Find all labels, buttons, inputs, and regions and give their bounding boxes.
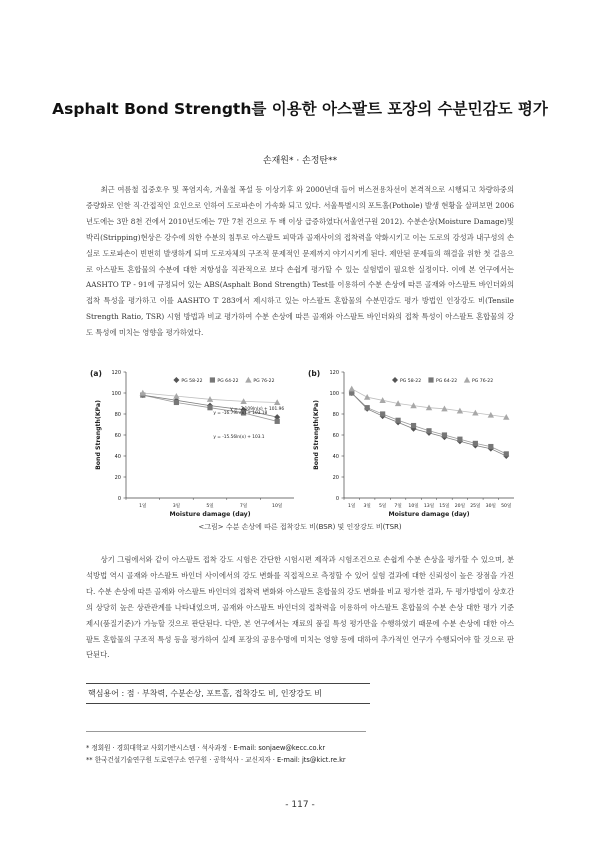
y-tick-label: 100 bbox=[329, 391, 339, 397]
legend-label: PG 76-22 bbox=[472, 379, 494, 384]
x-tick-label: 50일 bbox=[501, 504, 512, 509]
legend-marker bbox=[464, 377, 470, 383]
y-tick-label: 40 bbox=[332, 454, 339, 460]
x-axis-title: Moisture damage (day) bbox=[388, 511, 470, 518]
x-tick-label: 5일 bbox=[206, 504, 214, 509]
legend-label: PG 58-22 bbox=[400, 379, 422, 384]
legend-label: PG 64-22 bbox=[436, 379, 458, 384]
figure-caption: <그림> 수분 손상에 따른 접착강도 비(BSR) 및 인장강도 비(TSR) bbox=[198, 523, 402, 531]
x-tick-label: 10일 bbox=[272, 504, 283, 509]
x-tick-label: 10일 bbox=[408, 504, 419, 509]
data-point bbox=[504, 451, 509, 456]
x-axis-title: Moisture damage (day) bbox=[169, 511, 251, 518]
x-tick-label: 3일 bbox=[172, 504, 181, 509]
data-point bbox=[457, 437, 462, 442]
x-tick-label: 1일 bbox=[348, 504, 356, 509]
x-tick-label: 20일 bbox=[454, 504, 466, 509]
y-tick-label: 120 bbox=[329, 370, 339, 376]
data-series bbox=[349, 386, 510, 420]
figure bbox=[86, 366, 516, 518]
footnote-1: * 정회원 · 경희대학교 사회기반시스템 · 석사과정 · E-mail: sonjaew@kecc.co.kr bbox=[86, 744, 326, 752]
y-tick-label: 0 bbox=[335, 496, 339, 502]
footnote-2: ** 한국건설기술연구원 도로연구소 연구원 · 공학석사 · 교신저자 · E-mail: jts@kict.re.kr bbox=[86, 756, 346, 764]
y-tick-label: 80 bbox=[114, 412, 121, 418]
discussion-paragraph: 상기 그림에서와 같이 아스팔트 접착 강도 시험은 간단한 시험시편 제작과 시험조건으로 손쉽게 수분 손상을 평가할 수 있으며, 분석방법 역시 골재와 아스팔트 바인더 사이에서의 강도 변화를 직접적으로 측정할 수 있어 실험 결과에 대한 신뢰성이 높은 장점을 가진다. 수분 손상에 따른 골재와 아스팔트 바인더의 접착력 변화와 아스팔트 혼합물의 강도 변화를 비교 평가한 결과, 두 평가방법이 상호간의 상당히 높은 상관관계를 나타내었으며, 골재와 아스팔트 바인더의 접착력을 이용하여 아스팔트 혼합물의 수분 손상 대한 평가 기준 제시(품질기준)가 가능할 것으로 판단된다. 다만, 본 연구에서는 재료의 품질 특성 평가만을 수행하였기 때문에 수분 손상에 대한 아스팔트 혼합물의 구조적 특성 등을 평가하여 실제 포장의 공용수명에 미치는 영향 등에 대하여 추가적인 연구가 수행되어야 할 것으로 판단된다. bbox=[86, 555, 514, 660]
data-series bbox=[349, 390, 510, 459]
data-point bbox=[364, 394, 370, 400]
data-point bbox=[349, 386, 355, 392]
x-tick-label: 13일 bbox=[423, 504, 435, 509]
x-tick-label: 3일 bbox=[363, 504, 371, 509]
y-axis-title: Bond Strength(KPa) bbox=[95, 400, 102, 470]
legend-marker bbox=[245, 377, 251, 383]
y-tick-label: 20 bbox=[332, 475, 339, 481]
x-tick-label: 1일 bbox=[139, 504, 147, 509]
y-tick-label: 60 bbox=[114, 433, 121, 439]
trend-equation: y = -15.56ln(x) + 103.1 bbox=[213, 435, 265, 441]
y-tick-label: 120 bbox=[111, 370, 121, 376]
panel-label: (b) bbox=[308, 369, 321, 378]
data-point bbox=[395, 418, 400, 423]
data-point bbox=[426, 428, 431, 433]
data-point bbox=[275, 419, 280, 424]
footnote-rule bbox=[86, 731, 366, 732]
trend-line bbox=[352, 393, 507, 456]
paper-title: Asphalt Bond Strength를 이용한 아스팔트 포장의 수분민감도 평가 bbox=[52, 100, 548, 118]
y-tick-label: 100 bbox=[111, 391, 121, 397]
trend-line bbox=[352, 393, 507, 454]
chart-panel-b bbox=[308, 369, 514, 518]
trend-equation: y = -7.109ln(x) + 101.96 bbox=[230, 406, 285, 412]
data-point bbox=[174, 400, 179, 405]
y-tick-label: 40 bbox=[114, 454, 121, 460]
y-tick-label: 80 bbox=[332, 412, 339, 418]
legend-label: PG 76-22 bbox=[253, 379, 275, 384]
x-tick-label: 25일 bbox=[470, 504, 481, 509]
x-tick-label: 30일 bbox=[485, 504, 496, 509]
legend-label: PG 64-22 bbox=[217, 379, 239, 384]
data-point bbox=[442, 432, 447, 437]
data-point bbox=[411, 423, 416, 428]
x-tick-label: 7일 bbox=[239, 504, 248, 509]
keywords: 핵심용어 : 점 · 부착력, 수분손상, 포트홀, 접착강도 비, 인장강도 비 bbox=[86, 683, 370, 704]
data-point bbox=[380, 411, 385, 416]
data-series bbox=[349, 390, 509, 456]
x-tick-label: 5일 bbox=[378, 504, 387, 509]
y-axis-title: Bond Strength(KPa) bbox=[313, 400, 320, 470]
figure-charts bbox=[86, 366, 516, 518]
legend-marker bbox=[173, 377, 179, 383]
x-tick-label: 15일 bbox=[439, 504, 450, 509]
trend-equation: y = -16.79ln(x) + 103.18 bbox=[213, 411, 268, 416]
x-tick-label: 7일 bbox=[394, 504, 402, 509]
page-number: - 117 - bbox=[285, 800, 315, 810]
legend-marker bbox=[392, 377, 398, 383]
data-point bbox=[488, 444, 493, 449]
y-tick-label: 0 bbox=[117, 496, 121, 502]
legend-marker bbox=[428, 377, 433, 382]
chart-panel-a bbox=[90, 369, 294, 518]
data-point bbox=[207, 405, 212, 410]
y-tick-label: 20 bbox=[114, 475, 121, 481]
data-point bbox=[473, 441, 478, 446]
y-tick-label: 60 bbox=[332, 433, 339, 439]
legend-marker bbox=[210, 377, 215, 382]
legend-label: PG 58-22 bbox=[181, 379, 203, 384]
panel-label: (a) bbox=[90, 369, 102, 378]
data-point bbox=[365, 405, 370, 410]
abstract-paragraph: 최근 여름철 집중호우 및 폭염지속, 겨울철 폭설 등 이상기후 와 2000년대 들어 버스전용차선이 본격적으로 시행되고 차량하중의 증량화로 인한 직·간접적인 요인으로 인하여 도로파손이 가속화 되고 있다. 서울특별시의 포트홀(Pothole) 발생 현황을 살펴보면 2006년도에는 3만 8천 건에서 2010년도에는 7만 7천 건으로 두 배 이상 급증하였다(서울연구원 2012). 수분손상(Moisture Damage)및 박리(Stripping)현상은 강수에 의한 수분의 침투로 아스팔트 피막과 골재사이의 접착력을 약화시키고 이는 도로의 강성과 내구성의 손실로 도로파손이 빈번히 발생하게 되며 도로자체의 구조적 문제적인 문제까지 야기시키게 된다. 제안된 문제들의 해결을 위한 첫 걸음으로 아스팔트 혼합물의 수분에 대한 저항성을 직관적으로 보다 손쉽게 평가할 수 있는 실험법이 필요한 실정이다. 이에 본 연구에서는 AASHTO TP - 91에 규정되어 있는 ABS(Asphalt Bond Strength) Test를 이용하여 수분 손상에 따른 골재와 아스팔트 바인더와의 접착 특성을 평가하고 이를 AASHTO T 283에서 제시하고 있는 아스팔트 혼합물의 수분민감도 평가 방법인 인장강도 비(Tensile Strength Ratio, TSR) 시험 방법과 비교 평가하여 수분 손상에 따른 골재와 아스팔트 바인더와의 접착 특성이 아스팔트 혼합물의 강도 특성에 미치는 영향을 평가하였다. bbox=[86, 185, 514, 338]
author-line: 손재원* · 손정탄** bbox=[262, 156, 338, 166]
footnotes bbox=[86, 742, 516, 766]
